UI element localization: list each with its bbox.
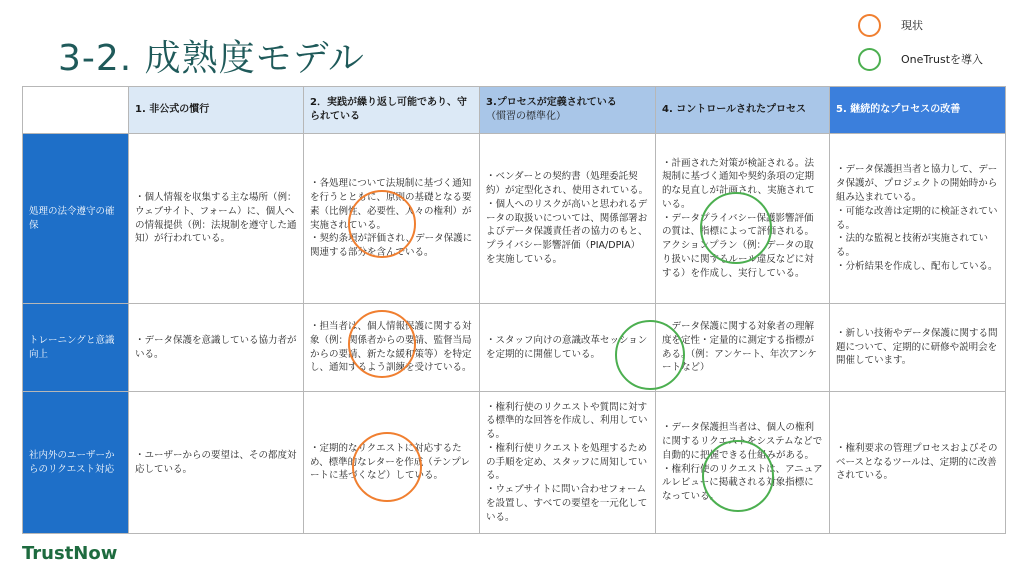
page-title: 3-2. 成熟度モデル xyxy=(58,38,365,79)
table-cell: ・権利行使のリクエストや質問に対する標準的な回答を作成し、利用している。 ・権利行使リクエストを処理するための手順を定め、スタッフに周知している。 ・ウェブサイトに問い合わせフォームを設置し、すべての要望を一元化している。 xyxy=(480,392,656,534)
legend-current-label: 現状 xyxy=(901,19,923,32)
legend-current xyxy=(858,8,983,42)
table-cell: ・データ保護担当者と協力して、データ保護が、プロジェクトの開始時から組み込まれている。 ・可能な改善は定期的に検証されている。 ・法的な監視と技術が実施されている。 ・分析結果を作成し、配布している。 xyxy=(830,134,1006,304)
level-label: 5. 継続的なプロセスの改善 xyxy=(836,103,961,115)
current-status-circle-row2 xyxy=(348,310,416,378)
level-label: 2．実践が繰り返し可能であり、守られている xyxy=(310,96,467,122)
current-status-circle-row3 xyxy=(352,432,422,502)
level-label: 3.プロセスが定義されている xyxy=(486,96,617,108)
level-header-4 xyxy=(656,87,830,134)
table-row xyxy=(23,134,1006,304)
onetrust-circle-row2 xyxy=(615,320,685,390)
table-cell: ・データ保護を意識している協力者がいる。 xyxy=(129,304,304,392)
table-cell: ・データ保護に関する対象者の理解度を定性・定量的に測定する指標がある。（例：アンケート、年次アンケートなど） xyxy=(656,304,830,392)
table-cell: ・スタッフ向けの意識改革セッションを定期的に開催している。 xyxy=(480,304,656,392)
green-circle-icon xyxy=(858,48,881,71)
table-cell: ・個人情報を収集する主な場所（例：ウェブサイト、フォーム）に、個人への情報提供（例：法規制を遵守した通知）が行われている。 xyxy=(129,134,304,304)
level-label: 1. 非公式の慣行 xyxy=(135,103,210,115)
level-label: 4. コントロールされたプロセス xyxy=(662,103,807,115)
level-header-2 xyxy=(304,87,480,134)
table-cell: ・各処理について法規制に基づく通知を行うとともに、原則の基礎となる要素（比例性、必要性、人々の権利）が実施されている。 ・契約条項が評価され、データ保護に関連する部分を含んでいる。 xyxy=(304,134,480,304)
table-row xyxy=(23,304,1006,392)
legend-onetrust xyxy=(858,42,983,76)
orange-circle-icon xyxy=(858,14,881,37)
table-row xyxy=(23,392,1006,534)
current-status-circle-row1 xyxy=(348,190,416,258)
level-header-1 xyxy=(129,87,304,134)
onetrust-circle-row1 xyxy=(700,192,772,264)
level-header-5 xyxy=(830,87,1006,134)
table-cell: ・定期的なリクエストに対応するため、標準的なレターを作成（テンプレートに基づくなど）している。 xyxy=(304,392,480,534)
row-header: トレーニングと意識向上 xyxy=(23,304,129,392)
header-row xyxy=(23,87,1006,134)
row-header: 処理の法令遵守の確保 xyxy=(23,134,129,304)
corner-cell xyxy=(23,87,129,134)
table-cell: ・ベンダーとの契約書（処理委託契約）が定型化され、使用されている。 ・個人へのリスクが高いと思われるデータの取扱いについては、関係部署およびデータ保護責任者の協力のもと、プライバシー影響評価（PIA/DPIA）を実施している。 xyxy=(480,134,656,304)
table-cell: ・計画された対策が検証される。法規制に基づく通知や契約条項の定期的な見直しが計画され、実施されている。 ・データプライバシー保護影響評価の質は、指標によって評価される。 アクションプラン（例：データの取り扱いに関するルール違反などに対する）を作成し、実行している。 xyxy=(656,134,830,304)
table-cell: ・権利要求の管理プロセスおよびそのベースとなるツールは、定期的に改善されている。 xyxy=(830,392,1006,534)
row-header: 社内外のユーザーからのリクエスト対応 xyxy=(23,392,129,534)
level-header-3 xyxy=(480,87,656,134)
table-cell: ・ユーザーからの要望は、その都度対応している。 xyxy=(129,392,304,534)
table-cell: ・担当者は、個人情報保護に関する対象（例：関係者からの要請、監督当局からの要請、新たな緩和策等）を特定し、通知するよう訓練を受けている。 xyxy=(304,304,480,392)
maturity-matrix xyxy=(22,86,1006,534)
brand-logo: TrustNow xyxy=(22,543,118,564)
legend-onetrust-label: OneTrustを導入 xyxy=(901,53,984,66)
legend xyxy=(858,8,983,76)
table-cell: ・新しい技術やデータ保護に関する問題について、定期的に研修や説明会を開催しています。 xyxy=(830,304,1006,392)
onetrust-circle-row3 xyxy=(702,440,774,512)
table-cell: ・データ保護担当者は、個人の権利に関するリクエストをシステムなどで自動的に把握できる仕組みがある。 ・権利行使のリクエストは、アニュアルレビューに掲載される対象指標になっている。 xyxy=(656,392,830,534)
level-sublabel: （慣習の標準化） xyxy=(486,111,566,122)
